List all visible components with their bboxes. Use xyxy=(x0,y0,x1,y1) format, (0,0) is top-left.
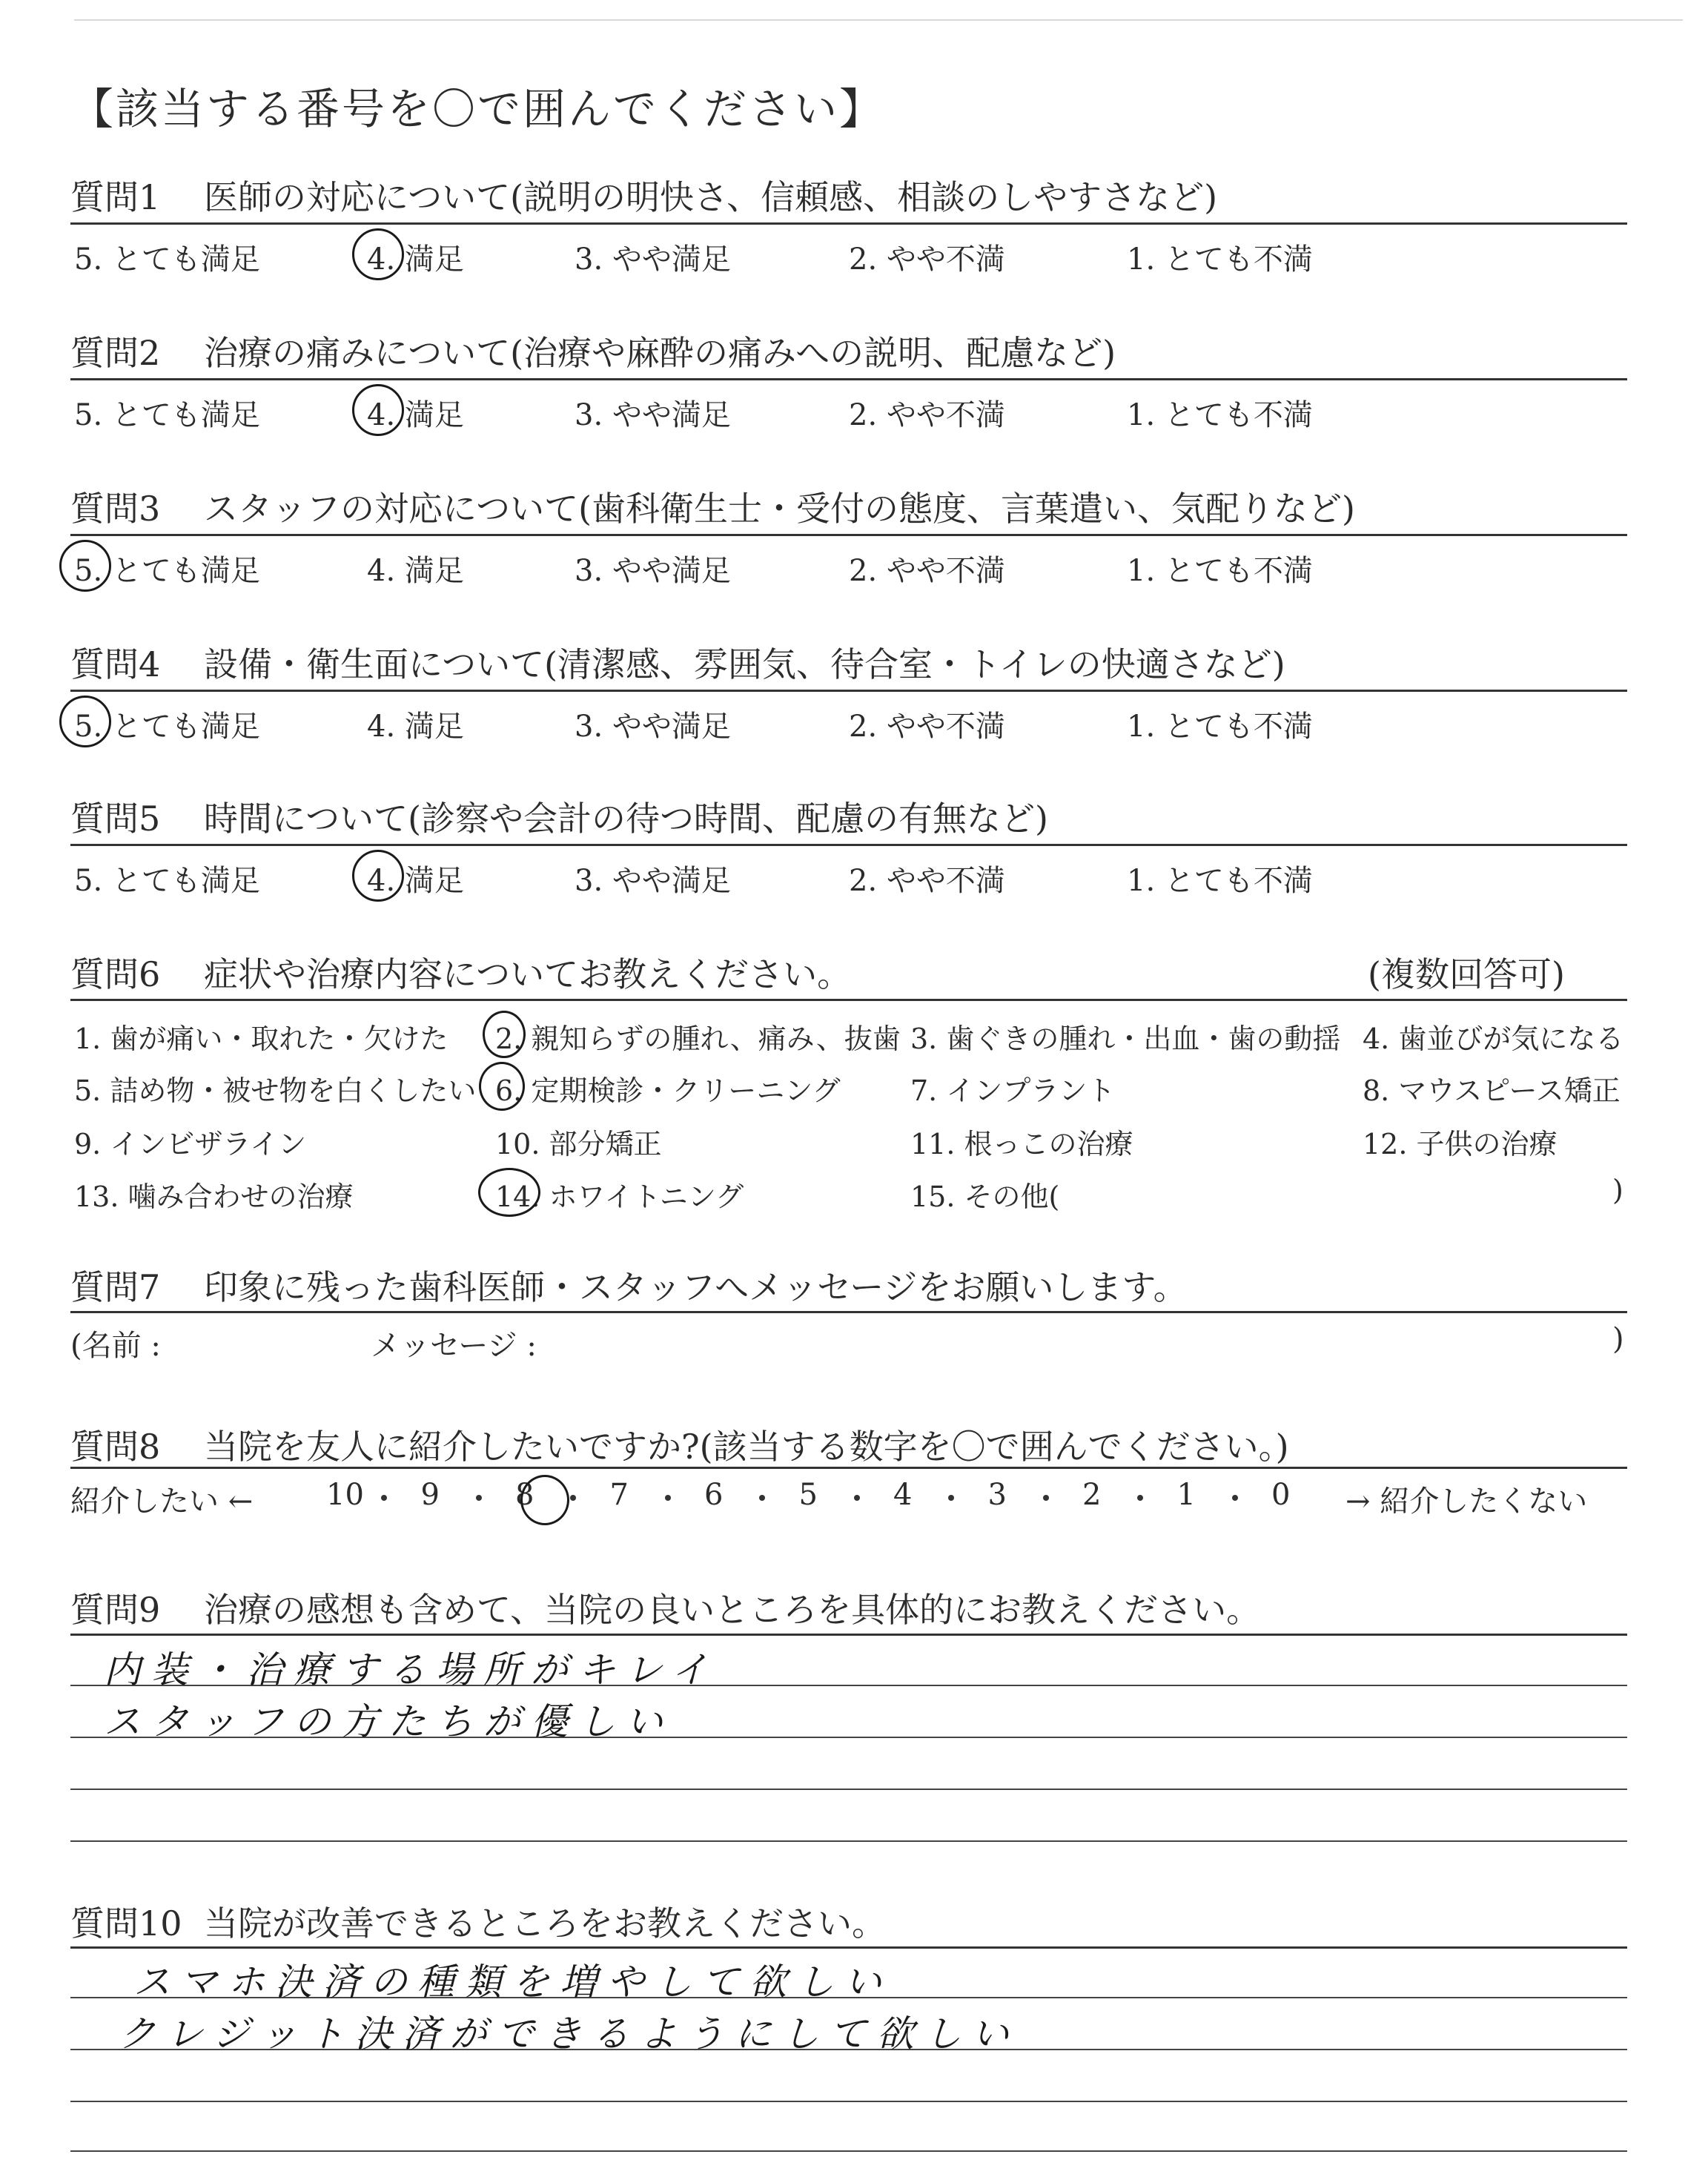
q6-item-10[interactable]: 10. 部分矯正 xyxy=(495,1128,662,1160)
q8-scale-separator xyxy=(759,1495,765,1501)
q4-option-5[interactable]: 5. とても満足 xyxy=(74,710,260,744)
q8-scale-1[interactable]: 1 xyxy=(1176,1478,1196,1512)
q5-option-1[interactable]: 1. とても不満 xyxy=(1127,864,1313,898)
q2-option-4[interactable]: 4. 満足 xyxy=(367,398,464,432)
q6-item-1[interactable]: 1. 歯が痛い・取れた・欠けた xyxy=(74,1023,448,1055)
q10-text: 当院が改善できるところをお教えください。 xyxy=(204,1903,886,1943)
q3-option-5[interactable]: 5. とても満足 xyxy=(74,554,260,588)
q2-text: 治療の痛みについて(治療や麻酔の痛みへの説明、配慮など) xyxy=(204,333,1116,373)
q2-option-1[interactable]: 1. とても不満 xyxy=(1127,398,1313,432)
q8-rule xyxy=(70,1467,1627,1469)
q8-scale-10[interactable]: 10 xyxy=(326,1478,364,1512)
q6-item-11[interactable]: 11. 根っこの治療 xyxy=(910,1128,1133,1160)
q8-circle-8 xyxy=(520,1475,569,1525)
q3-selected-circle xyxy=(59,540,111,592)
q8-scale-separator xyxy=(1232,1495,1238,1501)
q7-label: 質問7 xyxy=(70,1267,161,1307)
q4-option-1[interactable]: 1. とても不満 xyxy=(1127,710,1313,744)
q10-heading xyxy=(70,1897,886,1946)
q7-rule xyxy=(70,1311,1627,1313)
q8-scale-4[interactable]: 4 xyxy=(893,1478,913,1512)
q6-item-12[interactable]: 12. 子供の治療 xyxy=(1363,1128,1558,1160)
q10-label: 質問10 xyxy=(70,1903,182,1943)
q2-heading xyxy=(70,326,1116,375)
q8-left-label: 紹介したい ← xyxy=(70,1484,254,1519)
q8-scale-3[interactable]: 3 xyxy=(987,1478,1007,1512)
q6-item-4[interactable]: 4. 歯並びが気になる xyxy=(1363,1023,1624,1055)
q9-answer-2: スタッフの方たちが優しい xyxy=(104,1700,673,1743)
q4-label: 質問4 xyxy=(70,644,161,684)
q6-item-13[interactable]: 13. 噛み合わせの治療 xyxy=(74,1180,354,1213)
q5-rule xyxy=(70,844,1627,846)
q8-scale-separator xyxy=(854,1495,860,1501)
q8-scale-0[interactable]: 0 xyxy=(1271,1478,1291,1512)
q6-circle-14 xyxy=(478,1168,540,1217)
q6-circle-2 xyxy=(483,1011,526,1058)
q6-label: 質問6 xyxy=(70,954,161,994)
q8-right-label: → 紹介したくない xyxy=(1345,1484,1588,1519)
q7-heading xyxy=(70,1261,1188,1309)
q9-answer-1: 内装・治療する場所がキレイ xyxy=(104,1648,718,1691)
q6-item-5[interactable]: 5. 詰め物・被せ物を白くしたい xyxy=(74,1074,477,1107)
q8-scale-6[interactable]: 6 xyxy=(704,1478,724,1512)
q8-scale-5[interactable]: 5 xyxy=(798,1478,818,1512)
q10-rule xyxy=(70,1946,1627,1949)
q4-heading xyxy=(70,638,1285,687)
q9-heading xyxy=(70,1583,1260,1632)
q7-text: 印象に残った歯科医師・スタッフへメッセージをお願いします。 xyxy=(204,1267,1188,1307)
q1-selected-circle xyxy=(352,228,404,280)
q6-item-8[interactable]: 8. マウスピース矯正 xyxy=(1363,1074,1621,1107)
q3-option-1[interactable]: 1. とても不満 xyxy=(1127,554,1313,588)
q3-option-2[interactable]: 2. やや不満 xyxy=(849,554,1005,588)
q6-item-7[interactable]: 7. インプラント xyxy=(910,1074,1116,1107)
q7-name-label: (名前 : xyxy=(70,1329,161,1363)
q9-line-3 xyxy=(70,1789,1627,1790)
q4-text: 設備・衛生面について(清潔感、雰囲気、待合室・トイレの快適さなど) xyxy=(204,644,1285,684)
q8-scale-8[interactable]: 8 xyxy=(515,1478,534,1512)
q2-selected-circle xyxy=(352,384,404,436)
q5-label: 質問5 xyxy=(70,799,161,839)
q10-answer-2: クレジット決済ができるようにして欲しい xyxy=(119,2012,1019,2055)
q5-option-3[interactable]: 3. やや満足 xyxy=(575,864,731,898)
q8-scale-separator xyxy=(665,1495,671,1501)
q10-answer-1: スマホ決済の種類を増やして欲しい xyxy=(133,1961,892,2004)
q7-close: ) xyxy=(1612,1322,1624,1356)
q9-label: 質問9 xyxy=(70,1590,161,1630)
q10-line-3 xyxy=(70,2101,1627,2102)
q6-rule xyxy=(70,999,1627,1001)
q6-note: (複数回答可) xyxy=(1368,954,1565,994)
q4-rule xyxy=(70,690,1627,692)
q6-item-14[interactable]: 14. ホワイトニング xyxy=(495,1180,744,1213)
q8-scale-2[interactable]: 2 xyxy=(1082,1478,1102,1512)
q3-rule xyxy=(70,534,1627,536)
q1-rule xyxy=(70,222,1627,225)
q2-label: 質問2 xyxy=(70,333,161,373)
q5-text: 時間について(診察や会計の待つ時間、配慮の有無など) xyxy=(204,799,1048,839)
q1-label: 質問1 xyxy=(70,177,161,217)
q3-option-3[interactable]: 3. やや満足 xyxy=(575,554,731,588)
q1-option-1[interactable]: 1. とても不満 xyxy=(1127,242,1313,277)
q1-text: 医師の対応について(説明の明快さ、信頼感、相談のしやすさなど) xyxy=(204,177,1218,217)
q6-text: 症状や治療内容についてお教えください。 xyxy=(204,954,852,994)
q3-label: 質問3 xyxy=(70,489,161,529)
q5-option-4[interactable]: 4. 満足 xyxy=(367,864,464,898)
q8-scale-9[interactable]: 9 xyxy=(420,1478,440,1512)
q5-heading xyxy=(70,792,1048,841)
q3-text: スタッフの対応について(歯科衛生士・受付の態度、言葉遣い、気配りなど) xyxy=(204,489,1355,529)
q10-line-4 xyxy=(70,2150,1627,2152)
q5-selected-circle xyxy=(352,850,404,902)
q8-scale-separator xyxy=(381,1495,387,1501)
q8-scale-separator xyxy=(476,1495,482,1501)
q1-heading xyxy=(70,171,1217,219)
q5-option-2[interactable]: 2. やや不満 xyxy=(849,864,1005,898)
q5-option-5[interactable]: 5. とても満足 xyxy=(74,864,260,898)
q6-item-6[interactable]: 6. 定期検診・クリーニング xyxy=(495,1074,841,1107)
q9-text: 治療の感想も含めて、当院の良いところを具体的にお教えください。 xyxy=(204,1590,1261,1630)
q9-line-4 xyxy=(70,1840,1627,1842)
q2-option-3[interactable]: 3. やや満足 xyxy=(575,398,731,432)
q1-option-3[interactable]: 3. やや満足 xyxy=(575,242,731,277)
q2-option-5[interactable]: 5. とても満足 xyxy=(74,398,260,432)
q8-text: 当院を友人に紹介したいですか?(該当する数字を〇で囲んでください。) xyxy=(204,1427,1289,1467)
q1-option-4[interactable]: 4. 満足 xyxy=(367,242,464,277)
q8-scale-separator xyxy=(1043,1495,1049,1501)
q8-scale-separator xyxy=(570,1495,576,1501)
q4-option-2[interactable]: 2. やや不満 xyxy=(849,710,1005,744)
q3-heading xyxy=(70,482,1355,531)
q4-selected-circle xyxy=(59,696,111,747)
form-title: 【該当する番号を〇で囲んでください】 xyxy=(70,84,885,134)
q8-scale-separator xyxy=(1137,1495,1143,1501)
q4-option-4[interactable]: 4. 満足 xyxy=(367,710,464,744)
q6-item-9[interactable]: 9. インビザライン xyxy=(74,1128,307,1160)
q8-label: 質問8 xyxy=(70,1427,161,1467)
q8-scale-7[interactable]: 7 xyxy=(609,1478,629,1512)
q6-item-15-close: ) xyxy=(1612,1174,1623,1206)
q6-item-3[interactable]: 3. 歯ぐきの腫れ・出血・歯の動揺 xyxy=(910,1023,1341,1055)
q3-option-4[interactable]: 4. 満足 xyxy=(367,554,464,588)
q1-option-2[interactable]: 2. やや不満 xyxy=(849,242,1005,277)
q1-option-5[interactable]: 5. とても満足 xyxy=(74,242,260,277)
q6-circle-6 xyxy=(479,1062,525,1111)
q2-rule xyxy=(70,378,1627,380)
q6-item-15[interactable]: 15. その他( xyxy=(910,1180,1060,1213)
q8-scale-separator xyxy=(948,1495,954,1501)
q8-heading xyxy=(70,1420,1289,1469)
q9-rule xyxy=(70,1634,1627,1636)
q4-option-3[interactable]: 3. やや満足 xyxy=(575,710,731,744)
q2-option-2[interactable]: 2. やや不満 xyxy=(849,398,1005,432)
q7-message-label: メッセージ : xyxy=(371,1329,537,1363)
q6-item-2[interactable]: 2. 親知らずの腫れ、痛み、抜歯 xyxy=(495,1023,901,1055)
q6-heading xyxy=(70,948,851,997)
top-rule xyxy=(74,19,1683,21)
